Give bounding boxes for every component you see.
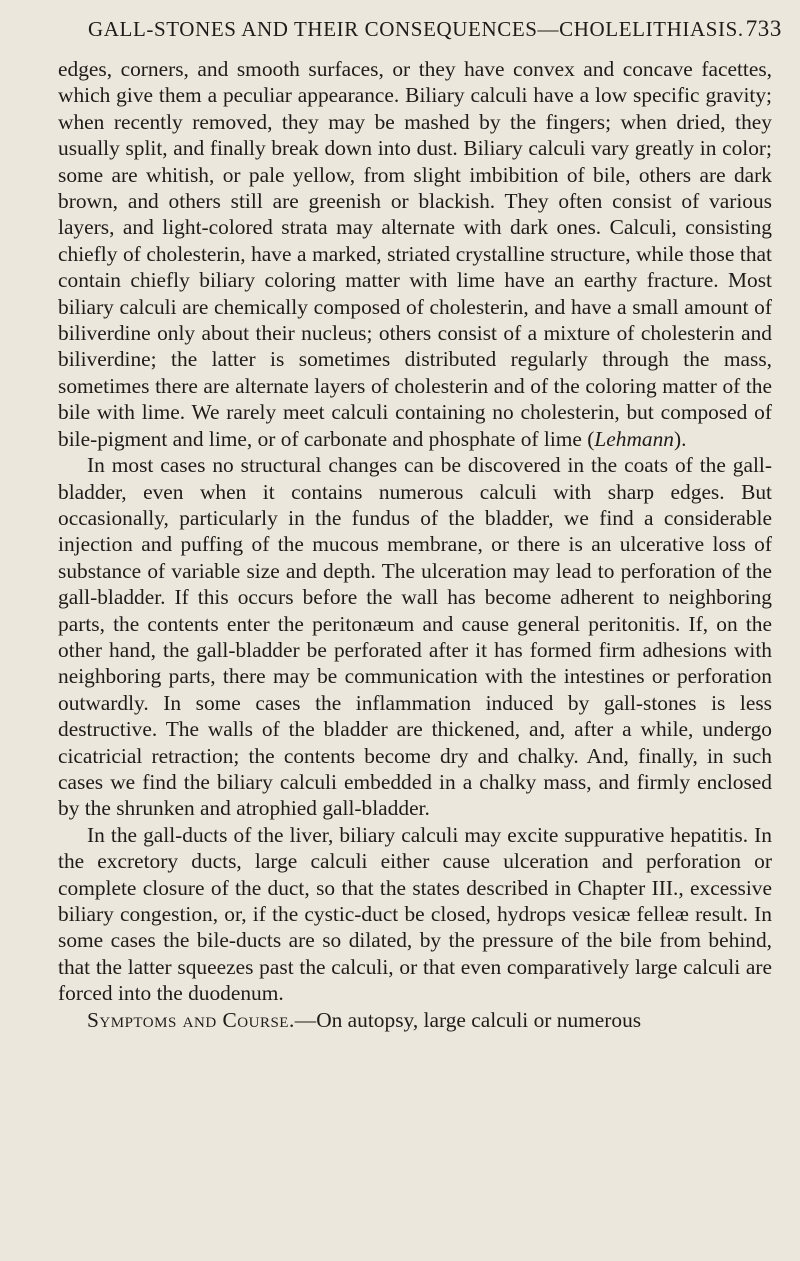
body-text	[58, 56, 772, 1033]
paragraph-text: —On autopsy, large calculi or numerous	[294, 1007, 642, 1032]
running-header	[88, 16, 782, 50]
paragraph-text-end: ).	[674, 426, 687, 451]
paragraph-gall-bladder-changes: In most cases no structural changes can be discovered in the coats of the gall-bladder, even when it contains numerous calculi with sharp edges. But occasionally, particularly in the fundus of the bladder, we find a considerable injection and puffing of the mucous membrane, or there is an ulcerative loss of substance of variable size and depth. The ulceration may lead to perforation of the gall-bladder. If this occurs before the wall has become adherent to neighboring parts, the contents enter the peritonæum and cause general peritonitis. If, on the other hand, the gall-bladder be perforated after it has formed firm adhesions with neighboring parts, there may be communication with the intestines or perforation outwardly. In some cases the inflammation induced by gall-stones is less destructive. The walls of the bladder are thickened, and, after a while, undergo cicatricial retraction; the contents become dry and chalky. And, finally, in such cases we find the biliary calculi embedded in a chalky mass, and firmly enclosed by the shrunken and atrophied gall-bladder.	[58, 453, 772, 821]
citation-lehmann: Lehmann	[594, 426, 674, 451]
paragraph-calculi-properties	[58, 56, 772, 452]
running-title: GALL-STONES AND THEIR CONSEQUENCES—CHOLELITHIASIS.	[88, 17, 744, 41]
page-number: 733	[745, 16, 782, 41]
section-heading-symptoms: Symptoms and Course.	[87, 1007, 295, 1032]
paragraph-symptoms	[58, 1007, 772, 1033]
paragraph-text: edges, corners, and smooth surfaces, or they have convex and concave facettes, which give them a peculiar appearance. Biliary calculi have a low specific gravity; when recently removed, they may be mashed by the fingers; when dried, they usually split, and finally break down into dust. Biliary calculi vary greatly in color; some are whitish, or pale yellow, from slight imbibition of bile, others are dark brown, and others still are greenish or blackish. They often consist of various layers, and light-colored strata may alternate with dark ones. Calculi, consisting chiefly of cholesterin, have a marked, striated crystalline structure, while those that contain chiefly biliary coloring matter with lime have an earthy fracture. Most biliary calculi are chemically composed of cholesterin, and have a small amount of biliverdine only about their nucleus; others consist of a mixture of cholesterin and biliverdine; the latter is sometimes distributed regularly through the mass, sometimes there are alternate layers of cholesterin and of the coloring matter of the bile with lime. We rarely meet calculi containing no cholesterin, but composed of bile-pigment and lime, or of carbonate and phosphate of lime (	[58, 57, 772, 451]
paragraph-gall-ducts: In the gall-ducts of the liver, biliary calculi may excite suppurative hepatitis. In the excretory ducts, large calculi either cause ulceration and perforation or complete closure of the duct, so that the states described in Chapter III., excessive biliary congestion, or, if the cystic-duct be closed, hydrops vesicæ felleæ result. In some cases the bile-ducts are so dilated, by the pressure of the bile from behind, that the latter squeezes past the calculi, or that even comparatively large calculi are forced into the duodenum.	[58, 822, 772, 1006]
